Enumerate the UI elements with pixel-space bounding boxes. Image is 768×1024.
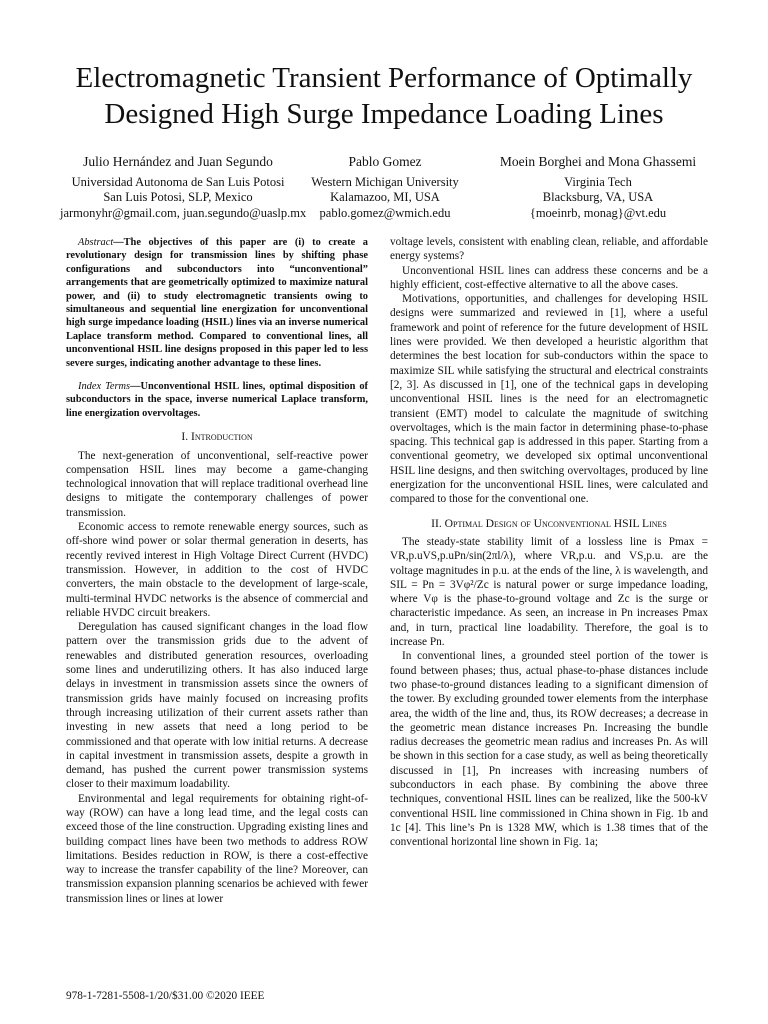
body-paragraph: Economic access to remote renewable energy sources, such as off-shore wind power or solar thermal generation in deserts, has recently revived interest in High Voltage Direct Current (HVDC) transmission. However, in addition to the cost of HVDC converters, the main obstacle to the development of large-scale, multi-terminal HVDC networks is the absence of commercial and reliable HVDC circuit breakers. xyxy=(66,521,368,619)
abstract-text: —The objectives of this paper are (i) to create a revolutionary design for transmission lines by shifting phase configurations and subconductors into “unconventional” arrangements that are geometrically optimized to maximize natural power, and (ii) to study electromagnetic transients owing to simultaneous and sequential line energization for unconventional high surge impedance loading (HSIL) lines via an inverse numerical Laplace transform method. Compared to conventional lines, all unconventional HSIL line designs proposed in this paper led to less severe surges, indicating another advantage to these lines. xyxy=(66,237,368,369)
abstract-label: Abstract xyxy=(78,237,114,248)
author-name: Pablo Gomez xyxy=(348,154,422,169)
author-name: Julio Hernández and Juan Segundo xyxy=(83,154,273,169)
title-line-1: Electromagnetic Transient Performance of Optimally xyxy=(75,62,693,94)
section-heading-introduction: I. Introduction xyxy=(181,430,253,444)
author-email: pablo.gomez@wmich.edu xyxy=(319,205,451,220)
body-paragraph: Environmental and legal requirements for obtaining right-of-way (ROW) can have a long lead time, and the legal costs can exceed those of the line construction. Upgrading existing lines and building compact lines have been two methods to address ROW limitations. Besides reduction in ROW, is there a cost-effective way to increase the transfer capability of the line? Moreover, can transmission expansion planning scenarios be achieved with fewer transmission lines or lines at lower xyxy=(66,792,368,905)
left-column xyxy=(66,236,368,906)
author-location: Blacksburg, VA, USA xyxy=(542,190,654,204)
author-block-2 xyxy=(300,154,470,221)
body-paragraph-equations: The steady-state stability limit of a lossless line is Pmax = VR,p.uVS,p.uPn/sin(2πl/λ), where VR,p.u. and VS,p.u. are the voltage magnitudes in p.u. at the ends of the line, λ is wavelength, and SIL = Pn = 3Vφ²/Zc is natural power or surge impedance loading, where Vφ is the phase-to-ground voltage and Zc is the surge or characteristic impedance. As seen, an increase in Pn increases Pmax and, in turn, practical line loadability. Therefore, the goal is to increase Pn. xyxy=(390,535,708,649)
author-name: Moein Borghei and Mona Ghassemi xyxy=(499,154,697,169)
author-affiliation: Western Michigan University xyxy=(311,174,459,189)
index-terms xyxy=(66,380,368,420)
abstract xyxy=(66,236,368,370)
title-line-2: Designed High Surge Impedance Loading Lines xyxy=(104,98,664,130)
author-location: Kalamazoo, MI, USA xyxy=(330,190,440,204)
paper-title xyxy=(40,60,728,132)
author-affiliation: Universidad Autonoma de San Luis Potosi xyxy=(71,174,285,189)
body-paragraph: In conventional lines, a grounded steel portion of the tower is found between phases; thus, actual phase-to-phase distances include two phase-to-ground distances leading to a significant dimension of the tower. By excluding grounded tower elements from the interphase area, the width of the line and, thus, its ROW decreases; a decrease in the geometric mean distance increases Pn. Increasing the bundle radius decreases the geometric mean radius and increases Pn. As will be shown in this section for a case study, as well as being theoretically discussed in [1], Pn increases with increasing numbers of subconductors in each phase. By combining the above three techniques, conventional HSIL lines can be realized, like the 500-kV conventional HSIL line commissioned in China shown in Fig. 1b and 1c [4]. This line’s Pn is 1328 MW, which is 1.38 times that of the conventional horizontal line shown in Fig. 1a; xyxy=(390,650,709,849)
index-terms-label: Index Terms xyxy=(78,381,131,393)
body-paragraph: Motivations, opportunities, and challenges for developing HSIL designs were summarized and reviewed in [1], where a useful framework and point of reference for the future development of HSIL lines were provided. We then developed a heuristic algorithm that determines the best location for sub-conductors within the space to maximize SIL while satisfying the structural and electrical constraints [2, 3]. As discussed in [1], one of the technical gaps in developing unconventional HSIL lines is the need for an electromagnetic transient (EMT) model to calculate the magnitude of switching overvoltages, which is the main factor in determining phase-to-phase spacing. This technical gap is addressed in this paper. Starting from a conventional geometry, we developed six optimal unconventional HSIL line designs, and then switching overvoltages, produced by line energization for the unconventional HSIL lines, were calculated and compared to those for the conventional one. xyxy=(390,293,708,506)
section-heading-optimal-design: II. Optimal Design of Unconventional HSIL Lines xyxy=(431,516,667,530)
body-paragraph: Deregulation has caused significant changes in the load flow pattern over the transmission grids due to the advent of renewables and distributed generation resources, overloading some lines and underutilizing others. It has also induced large delays in investment in transmission assets since the owners of transmission grids have mainly focused on increasing profits through increasing utilization of their current assets rather than investing in new assets that need a long period to be commissioned and that operate with low initial returns. A decrease in capital investment in transmission assets, despite a growth in demand, has pushed the current power transmission systems closer to their maximum loadability. xyxy=(66,621,368,791)
right-column xyxy=(390,235,708,849)
author-block-1 xyxy=(60,154,307,221)
author-block-3 xyxy=(478,154,718,221)
author-affiliation: Virginia Tech xyxy=(564,174,632,189)
author-email: {moeinrb, monag}@vt.edu xyxy=(529,205,667,220)
body-paragraph: The next-generation of unconventional, self-reactive power compensation HSIL lines may become a game-changing technological innovation that will replace traditional overhead line designs to mitigate the contemporary challenges of power transmission. xyxy=(66,449,368,519)
author-location: San Luis Potosi, SLP, Mexico xyxy=(103,190,253,204)
index-terms-text: —Unconventional HSIL lines, optimal disposition of subconductors in the space, inverse numerical Laplace transform, line energization overvoltages. xyxy=(66,381,368,419)
author-email: jarmonyhr@gmail.com, juan.segundo@uaslp.mx xyxy=(60,205,307,220)
body-paragraph: Unconventional HSIL lines can address these concerns and be a highly efficient, cost-effective alternative to all the above cases. xyxy=(390,264,708,291)
body-paragraph-continued: voltage levels, consistent with enabling clean, reliable, and affordable energy systems? xyxy=(390,236,708,263)
copyright-footer: 978-1-7281-5508-1/20/$31.00 ©2020 IEEE xyxy=(66,990,265,1002)
